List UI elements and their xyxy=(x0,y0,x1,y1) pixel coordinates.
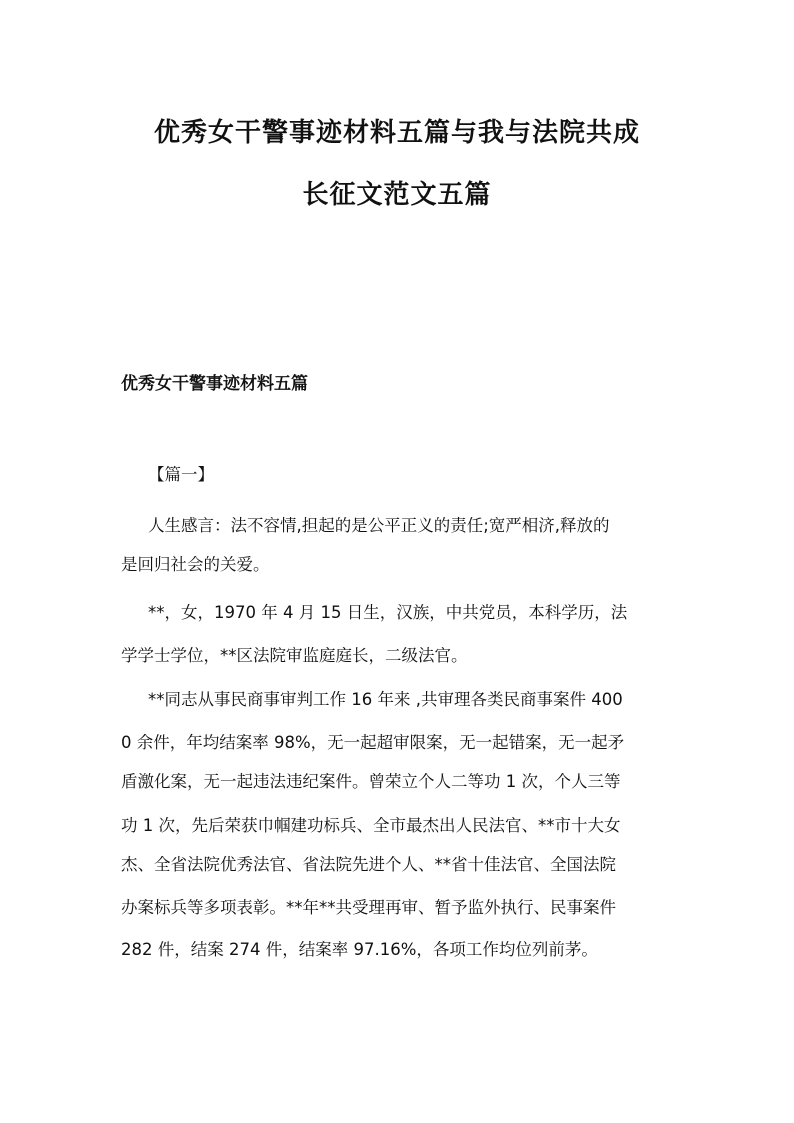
document-title-line-1: 优秀女干警事迹材料五篇与我与法院共成 xyxy=(153,118,640,148)
paragraph-3-line-5: 杰、全省法院优秀法官、省法院先进个人、**省十佳法官、全国法院 xyxy=(121,855,616,874)
paragraph-3-line-2: 0 余件，年均结案率 98%，无一起超审限案，无一起错案，无一起矛 xyxy=(121,733,625,752)
paragraph-1-line-2: 是回归社会的关爱。 xyxy=(121,555,270,574)
paragraph-2-line-1: **，女，1970 年 4 月 15 日生，汉族，中共党员，本科学历，法 xyxy=(148,603,628,622)
document-title-line-2: 长征文范文五篇 xyxy=(302,180,492,210)
paragraph-2-line-2: 学学士学位，**区法院审监庭庭长，二级法官。 xyxy=(121,646,468,665)
part-label: 【篇一】 xyxy=(148,465,214,484)
paragraph-3-line-7: 282 件，结案 274 件，结案率 97.16%，各项工作均位列前茅。 xyxy=(121,940,598,959)
paragraph-3-line-1: **同志从事民商事审判工作 16 年来 ,共审理各类民商事案件 400 xyxy=(148,690,623,709)
paragraph-3-line-6: 办案标兵等多项表彰。**年**共受理再审、暂予监外执行、民事案件 xyxy=(121,898,616,917)
paragraph-1-line-1: 人生感言：法不容情,担起的是公平正义的责任;宽严相济,释放的 xyxy=(148,516,610,535)
section-heading: 优秀女干警事迹材料五篇 xyxy=(121,374,308,394)
paragraph-3-line-4: 功 1 次，先后荣获巾帼建功标兵、全市最杰出人民法官、**市十大女 xyxy=(121,816,621,835)
paragraph-3-line-3: 盾激化案，无一起违法违纪案件。曾荣立个人二等功 1 次，个人三等 xyxy=(121,772,621,791)
